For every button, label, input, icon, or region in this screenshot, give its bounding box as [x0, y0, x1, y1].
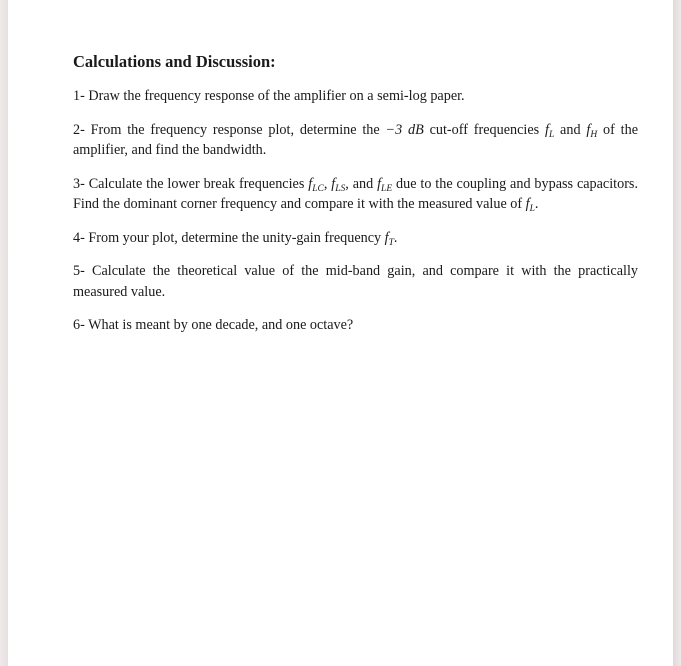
question-number: 3-	[73, 175, 85, 192]
math-f-symbol: f	[525, 196, 530, 212]
question-2	[73, 120, 638, 161]
math-subscript: L	[529, 204, 535, 214]
question-text: What is meant by one decade, and one octave?	[88, 317, 354, 333]
math-f-symbol: f	[377, 175, 382, 192]
math-subscript: H	[590, 129, 598, 140]
math-f-symbol: f	[331, 175, 336, 192]
question-number: 2-	[73, 121, 85, 138]
question-text: of the amplifier, and find the bandwidth.	[73, 121, 638, 158]
question-3	[73, 174, 638, 215]
document-content	[73, 52, 638, 349]
question-text: From your plot, determine the unity-gain frequency	[88, 229, 385, 246]
question-number: 6-	[73, 317, 85, 333]
question-number: 5-	[73, 263, 85, 279]
math-subscript: LC	[312, 183, 324, 194]
separator: , and	[345, 175, 378, 192]
question-6	[73, 315, 638, 336]
question-text: due to the coupling and bypass capacitors. Find the dominant corner frequency and compare it with the measured value of	[73, 175, 638, 212]
math-db: −3 dB	[385, 121, 424, 138]
question-text: and	[554, 121, 587, 138]
math-f-symbol: f	[544, 121, 549, 138]
question-number: 1-	[73, 88, 85, 104]
math-subscript: LE	[381, 183, 393, 194]
question-text: cut-off frequencies	[423, 121, 545, 138]
question-text: Draw the frequency response of the amplifier on a semi-log paper.	[88, 88, 465, 104]
math-subscript: T	[388, 237, 394, 248]
question-text: Calculate the lower break frequencies	[88, 175, 309, 192]
question-text: .	[534, 196, 539, 212]
page-edge-right	[673, 0, 681, 666]
question-text: .	[393, 229, 398, 246]
question-5	[73, 261, 638, 302]
separator: ,	[323, 175, 332, 192]
question-text: From the frequency response plot, determine the	[90, 121, 386, 138]
math-f-symbol: f	[308, 175, 313, 192]
math-subscript: L	[548, 129, 555, 140]
section-heading: Calculations and Discussion:	[73, 52, 276, 71]
question-text: Calculate the theoretical value of the mid-band gain, and compare it with the practically measured value.	[73, 263, 639, 300]
question-number: 4-	[73, 229, 85, 246]
math-subscript: LS	[335, 183, 346, 194]
page-edge-left	[0, 0, 8, 666]
question-4	[73, 228, 638, 249]
math-f-symbol: f	[384, 229, 389, 246]
math-f-symbol: f	[586, 121, 591, 138]
question-1	[73, 86, 638, 107]
document-page	[8, 0, 673, 666]
